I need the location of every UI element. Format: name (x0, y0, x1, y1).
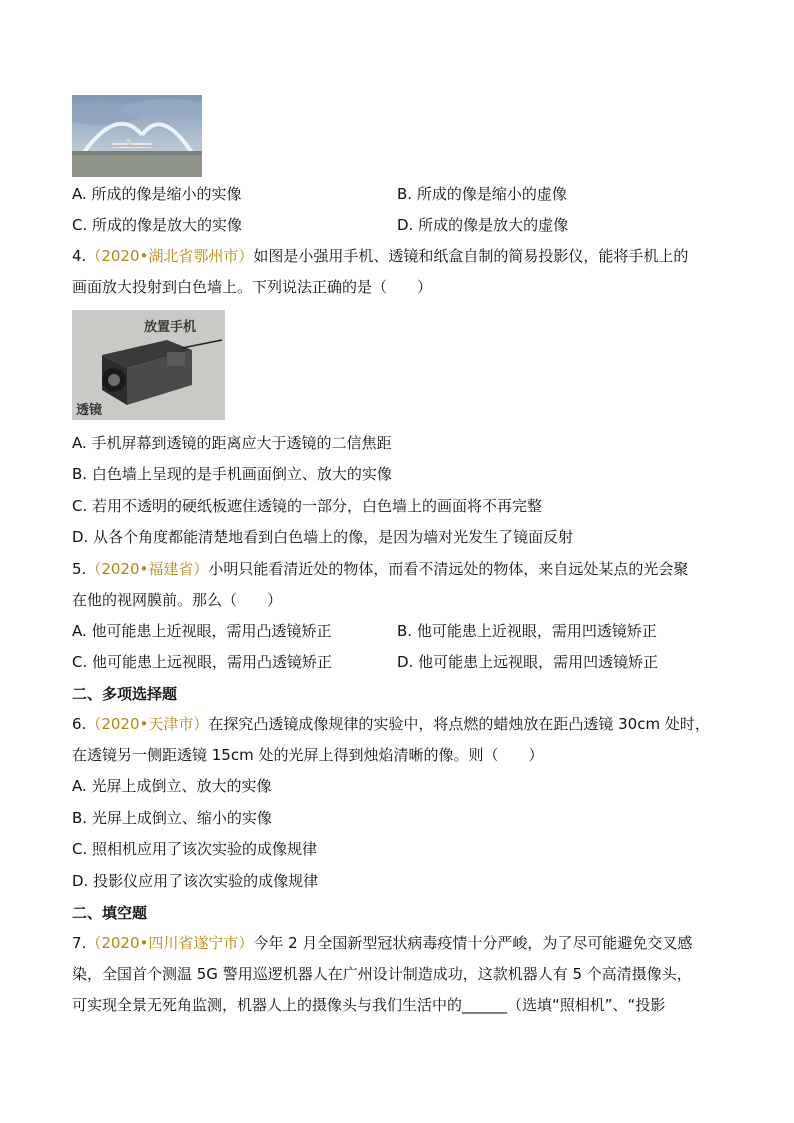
projector-label-top: 放置手机 (144, 320, 197, 335)
projector-label-bottom: 透镜 (76, 403, 103, 418)
q6-stem-line1: 6.（2020•天津市）在探究凸透镜成像规律的实验中，将点燃的蜡烛放在距凸透镜 30cm 处时， (72, 715, 710, 733)
q7-stem-line2: 染，全国首个测温 5G 警用巡逻机器人在广州设计制造成功，这款机器人有 5 个高清摄像头， (72, 965, 692, 983)
q3-option-c: C. 所成的像是放大的实像 (72, 216, 243, 234)
q4-option-d: D. 从各个角度都能清楚地看到白色墙上的像，是因为墙对光发生了镜面反射 (72, 528, 574, 546)
q4-stem-line1: 4.（2020•湖北省鄂州市）如图是小强用手机、透镜和纸盒自制的简易投影仪，能将手机上的 (72, 247, 689, 265)
q6-option-d: D. 投影仪应用了该次实验的成像规律 (72, 872, 319, 890)
q3-option-a: A. 所成的像是缩小的实像 (72, 185, 242, 203)
q4-option-c: C. 若用不透明的硬纸板遮住透镜的一部分，白色墙上的画面将不再完整 (72, 497, 543, 515)
q5-option-d: D. 他可能患上远视眼，需用凹透镜矫正 (397, 653, 659, 671)
q4-source: （2020•湖北省鄂州市） (86, 247, 254, 265)
q4-option-a: A. 手机屏幕到透镜的距离应大于透镜的二信焦距 (72, 434, 392, 452)
airplane-photo (72, 95, 202, 177)
q7-source: （2020•四川省遂宁市） (86, 934, 254, 952)
q6-stem-line2: 在透镜另一侧距透镜 15cm 处的光屏上得到烛焰清晰的像。则（ ） (72, 746, 544, 764)
q7-stem-line3: 可实现全景无死角监测，机器人上的摄像头与我们生活中的______（选填“照相机”、“投影 (72, 996, 666, 1014)
q5-option-a: A. 他可能患上近视眼，需用凸透镜矫正 (72, 622, 332, 640)
q5-source: （2020•福建省） (86, 560, 209, 578)
section-heading-multiple-choice: 二、多项选择题 (72, 685, 178, 703)
q3-option-d: D. 所成的像是放大的虚像 (397, 216, 569, 234)
q5-option-b: B. 他可能患上近视眼，需用凹透镜矫正 (397, 622, 657, 640)
section-heading-fill-in: 二、填空题 (72, 904, 148, 922)
q6-option-b: B. 光屏上成倒立、缩小的实像 (72, 809, 272, 827)
q7-stem-line1: 7.（2020•四川省遂宁市）今年 2 月全国新型冠状病毒疫情十分严峻，为了尽可能避免交叉感 (72, 934, 693, 952)
q3-option-b: B. 所成的像是缩小的虚像 (397, 185, 567, 203)
q5-stem-line2: 在他的视网膜前。那么（ ） (72, 591, 283, 609)
q6-option-a: A. 光屏上成倒立、放大的实像 (72, 777, 272, 795)
q6-source: （2020•天津市） (86, 715, 209, 733)
q5-option-c: C. 他可能患上远视眼，需用凸透镜矫正 (72, 653, 333, 671)
q5-stem-line1: 5.（2020•福建省）小明只能看清近处的物体，而看不清远处的物体，来自远处某点的光会聚 (72, 560, 689, 578)
q6-option-c: C. 照相机应用了该次实验的成像规律 (72, 840, 318, 858)
q4-stem-line2: 画面放大投射到白色墙上。下列说法正确的是（ ） (72, 278, 433, 296)
q4-option-b: B. 白色墙上呈现的是手机画面倒立、放大的实像 (72, 465, 392, 483)
